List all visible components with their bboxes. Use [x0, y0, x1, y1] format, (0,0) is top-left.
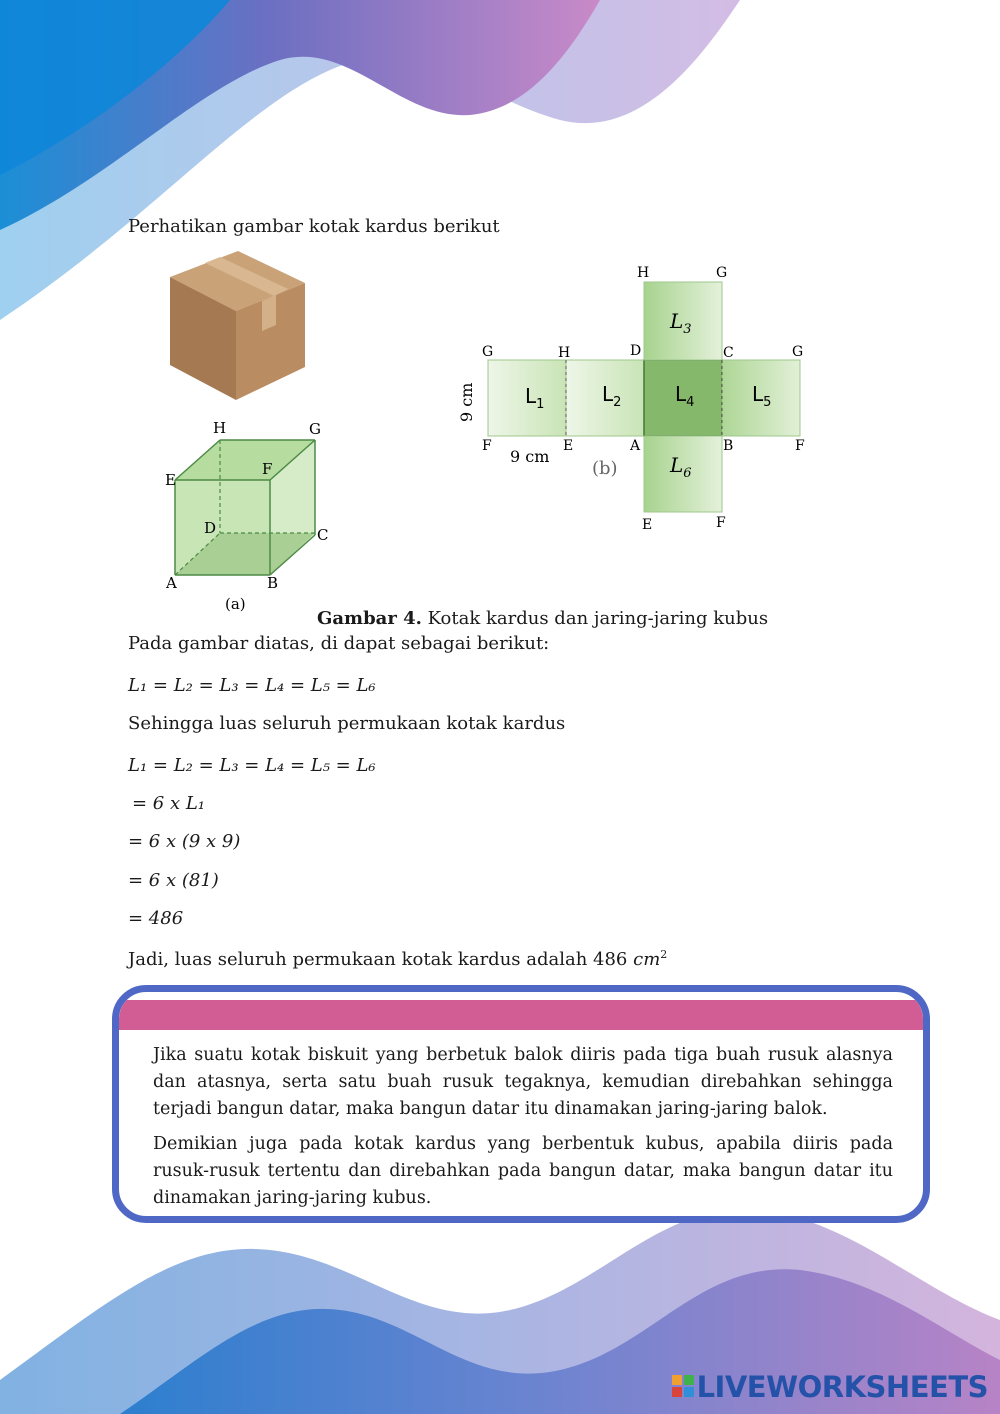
text-line-2: Sehingga luas seluruh permukaan kotak kardus [128, 713, 566, 734]
net-vertex-d: D [630, 343, 642, 359]
figure-a [150, 245, 350, 620]
net-vertex-e: E [563, 438, 574, 454]
figure-b-label: (b) [592, 458, 618, 479]
note-paragraph-2: Demikian juga pada kotak kardus yang berbentuk kubus, apabila diiris pada rusuk-rusuk tertentu dan direbahkan pada bangun datar, maka bangun datar itu dinamakan jaring-jaring kubus. [153, 1134, 893, 1208]
equation-1: L₁ = L₂ = L₃ = L₄ = L₅ = L₆ [128, 675, 376, 696]
cube-drawing [175, 440, 315, 575]
liveworksheets-logo[interactable] [672, 1370, 988, 1404]
dimension-vertical: 9 cm [457, 382, 476, 422]
figure-b-cube-net [450, 255, 830, 545]
vertex-a-a: A [166, 574, 177, 592]
vertex-g-a: G [309, 420, 321, 438]
vertex-c-a: C [317, 526, 329, 544]
face-label-l3: $L_3$ [670, 309, 692, 337]
equation-3: = 6 x L₁ [132, 793, 206, 814]
vertex-b-a: B [267, 574, 279, 592]
net-vertex-a: A [630, 438, 641, 454]
liveworksheets-logo-icon [672, 1375, 694, 1399]
net-vertex-f-right: F [795, 438, 805, 454]
conclusion-text: Jadi, luas seluruh permukaan kotak kardus adalah 486 $cm^2$ [128, 948, 668, 970]
face-label-l4: $L_4$ [675, 382, 695, 410]
text-line-1: Pada gambar diatas, di dapat sebagai berikut: [128, 633, 550, 654]
note-box-text [153, 1042, 893, 1220]
equation-4: = 6 x (9 x 9) [128, 831, 241, 852]
vertex-e-a: E [165, 471, 176, 489]
note-box [112, 985, 930, 1223]
dimension-horizontal: 9 cm [510, 447, 550, 466]
liveworksheets-logo-text: LIVEWORKSHEETS [696, 1370, 988, 1404]
face-label-l2: $L_2$ [602, 382, 622, 410]
equation-6: = 486 [128, 908, 184, 929]
net-vertex-f-left: F [482, 438, 492, 454]
vertex-h-a: H [213, 419, 227, 437]
vertex-f-a: F [262, 460, 273, 478]
cardboard-box-illustration [170, 251, 305, 400]
figure-a-label: (a) [225, 595, 246, 613]
vertex-d-a: D [204, 519, 217, 537]
equation-2: L₁ = L₂ = L₃ = L₄ = L₅ = L₆ [128, 755, 376, 776]
face-label-l5: $L_5$ [752, 382, 772, 410]
note-box-header-bar [119, 1000, 923, 1030]
net-vertex-c: C [723, 345, 734, 361]
net-vertex-h: H [558, 345, 571, 361]
net-vertex-g-top: G [716, 265, 728, 281]
net-vertex-b: B [723, 438, 734, 454]
intro-text: Perhatikan gambar kotak kardus berikut [128, 216, 500, 237]
net-vertex-f-bottom: F [716, 515, 726, 531]
figure-caption: Gambar 4. Kotak kardus dan jaring-jaring kubus [317, 608, 769, 629]
net-vertex-e-bottom: E [642, 517, 653, 533]
note-paragraph-1: Jika suatu kotak biskuit yang berbetuk balok diiris pada tiga buah rusuk alasnya dan atasnya, serta satu buah rusuk tegaknya, kemudian direbahkan sehingga terjadi bangun datar, maka bangun datar itu dinamakan jaring-jaring balok. [153, 1045, 893, 1119]
net-vertex-g-right: G [792, 344, 804, 360]
net-vertex-h-top: H [637, 265, 650, 281]
face-label-l6: $L_6$ [670, 453, 692, 481]
equation-5: = 6 x (81) [128, 870, 219, 891]
net-vertex-g-left: G [482, 344, 494, 360]
face-label-l1: $L_1$ [525, 384, 545, 412]
